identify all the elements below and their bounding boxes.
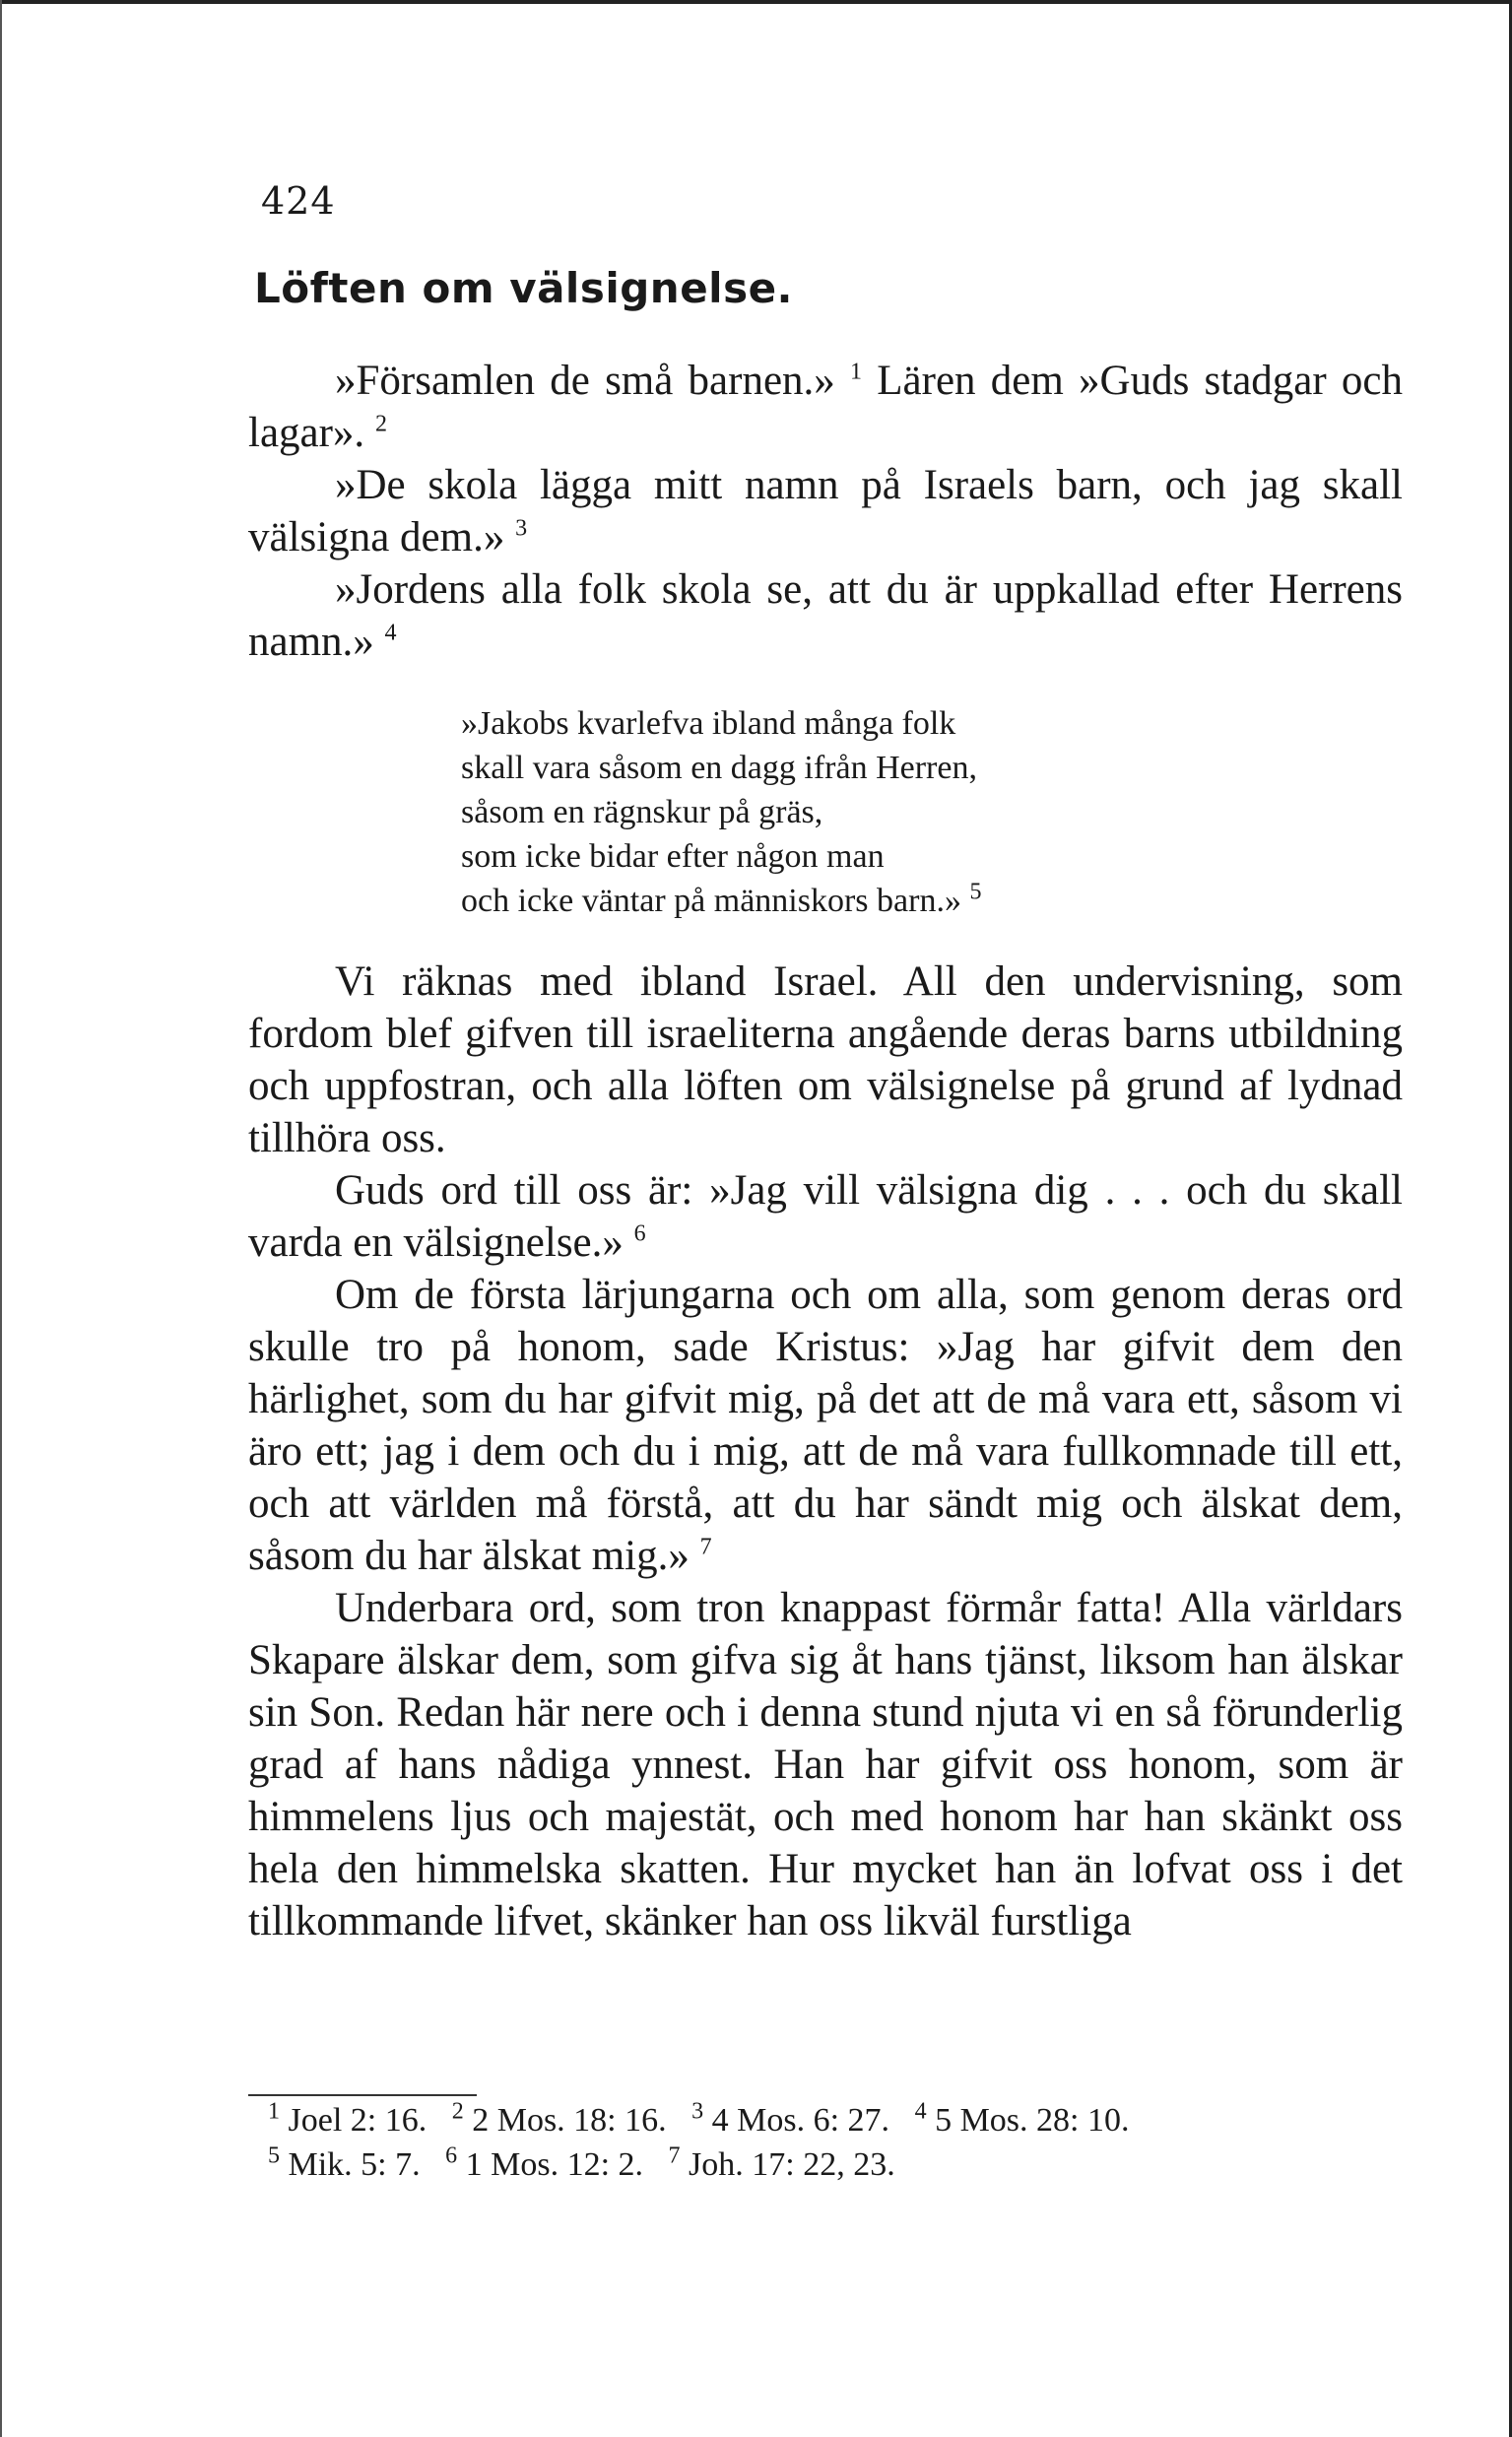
footnote-ref[interactable]: 7 <box>699 1534 712 1560</box>
footnote <box>451 2098 667 2139</box>
footnote-number: 2 <box>451 2098 464 2125</box>
poem-line <box>461 879 981 923</box>
poem-line: som icke bidar efter någon man <box>461 838 885 875</box>
paragraph <box>248 1582 1403 1947</box>
footnote-number: 4 <box>914 2098 927 2125</box>
footnote-line <box>268 2142 1403 2187</box>
footnote-number: 6 <box>445 2142 458 2169</box>
footnote-ref[interactable]: 2 <box>374 411 387 437</box>
paragraph <box>248 563 1403 668</box>
main-text <box>248 955 1403 1947</box>
footnote-ref[interactable]: 1 <box>850 359 863 385</box>
footnote <box>268 2142 421 2183</box>
paragraph-text: Lären dem »Guds stadgar och lagar». <box>248 358 1404 456</box>
paragraph-text: Guds ord till oss är: »Jag vill välsigna dig . . . och du skall varda en välsignelse.» <box>248 1167 1403 1266</box>
paragraph <box>248 355 1403 459</box>
footnote <box>268 2098 427 2139</box>
paragraph <box>248 1269 1403 1582</box>
footnote-number: 7 <box>668 2142 681 2169</box>
footnote-number: 1 <box>268 2098 280 2125</box>
footnote-line <box>268 2098 1403 2142</box>
scan-border-top <box>0 0 1512 4</box>
footnote <box>445 2142 644 2183</box>
paragraph <box>248 955 1403 1164</box>
paragraph-text: »Församlen de små barnen.» <box>335 358 835 404</box>
footnote-ref[interactable]: 6 <box>633 1220 646 1247</box>
scan-border-left <box>0 0 2 2437</box>
paragraph <box>248 459 1403 563</box>
paragraph-text: Vi räknas med ibland Israel. All den undervisning, som fordom blef gifven till israeliterna angående deras barns utbildning och uppfostran, och alla löften om välsignelse på grund af lydnad tillhöra oss. <box>248 958 1403 1161</box>
footnote-ref[interactable]: 4 <box>384 620 397 646</box>
poem-quote <box>461 701 981 923</box>
footnote-ref[interactable]: 5 <box>969 879 982 905</box>
footnote <box>668 2142 895 2183</box>
paragraph <box>248 1164 1403 1269</box>
section-title: Löften om välsignelse. <box>254 264 794 312</box>
footnote-text: 2 Mos. 18: 16. <box>463 2102 667 2139</box>
footnote-text: 5 Mos. 28: 10. <box>926 2102 1130 2139</box>
footnote-ref[interactable]: 3 <box>515 515 528 542</box>
footnote-text: 4 Mos. 6: 27. <box>703 2102 890 2139</box>
footnote <box>691 2098 890 2139</box>
footnote-text: Joh. 17: 22, 23. <box>680 2146 895 2183</box>
footnote-text: 1 Mos. 12: 2. <box>457 2146 644 2183</box>
poem-line: skall vara såsom en dagg ifrån Herren, <box>461 750 977 786</box>
footnote <box>914 2098 1130 2139</box>
footnote-text: Mik. 5: 7. <box>280 2146 421 2183</box>
poem-line: »Jakobs kvarlefva ibland många folk <box>461 705 956 742</box>
footnote-text: Joel 2: 16. <box>280 2102 427 2139</box>
footnotes <box>268 2098 1403 2187</box>
paragraph-text: Underbara ord, som tron knappast förmår fatta! Alla världars Skapare älskar dem, som gifva sig åt hans tjänst, liksom han älskar sin Son. Redan här nere och i denna stund njuta vi en så förunderlig grad af hans nådiga ynnest. Han har gifvit oss honom, som är himmelens ljus och majestät, och med honom har han skänkt oss hela den himmelska skatten. Hur mycket han än lofvat oss i det tillkommande lifvet, skänker han oss likväl furstliga <box>248 1585 1403 1944</box>
footnote-divider <box>248 2094 477 2096</box>
page-number: 424 <box>261 179 336 223</box>
footnote-number: 3 <box>691 2098 704 2125</box>
footnote-number: 5 <box>268 2142 280 2169</box>
poem-line: såsom en rägnskur på gräs, <box>461 794 823 830</box>
intro-block <box>248 355 1403 668</box>
paragraph-text: »De skola lägga mitt namn på Israels barn, och jag skall välsigna dem.» <box>248 462 1403 560</box>
poem-line-text: och icke väntar på människors barn.» <box>461 883 961 919</box>
paragraph-text: Om de första lärjungarna och om alla, som genom deras ord skulle tro på honom, sade Kristus: »Jag har gifvit dem den härlighet, som du har gifvit mig, på det att de må vara ett, såsom vi äro ett; jag i dem och du i mig, att de må vara fullkomnade till ett, och att världen må förstå, att du har sändt mig och älskat dem, såsom du har älskat mig.» <box>248 1272 1403 1579</box>
paragraph-text: »Jordens alla folk skola se, att du är uppkallad efter Herrens namn.» <box>248 566 1403 665</box>
